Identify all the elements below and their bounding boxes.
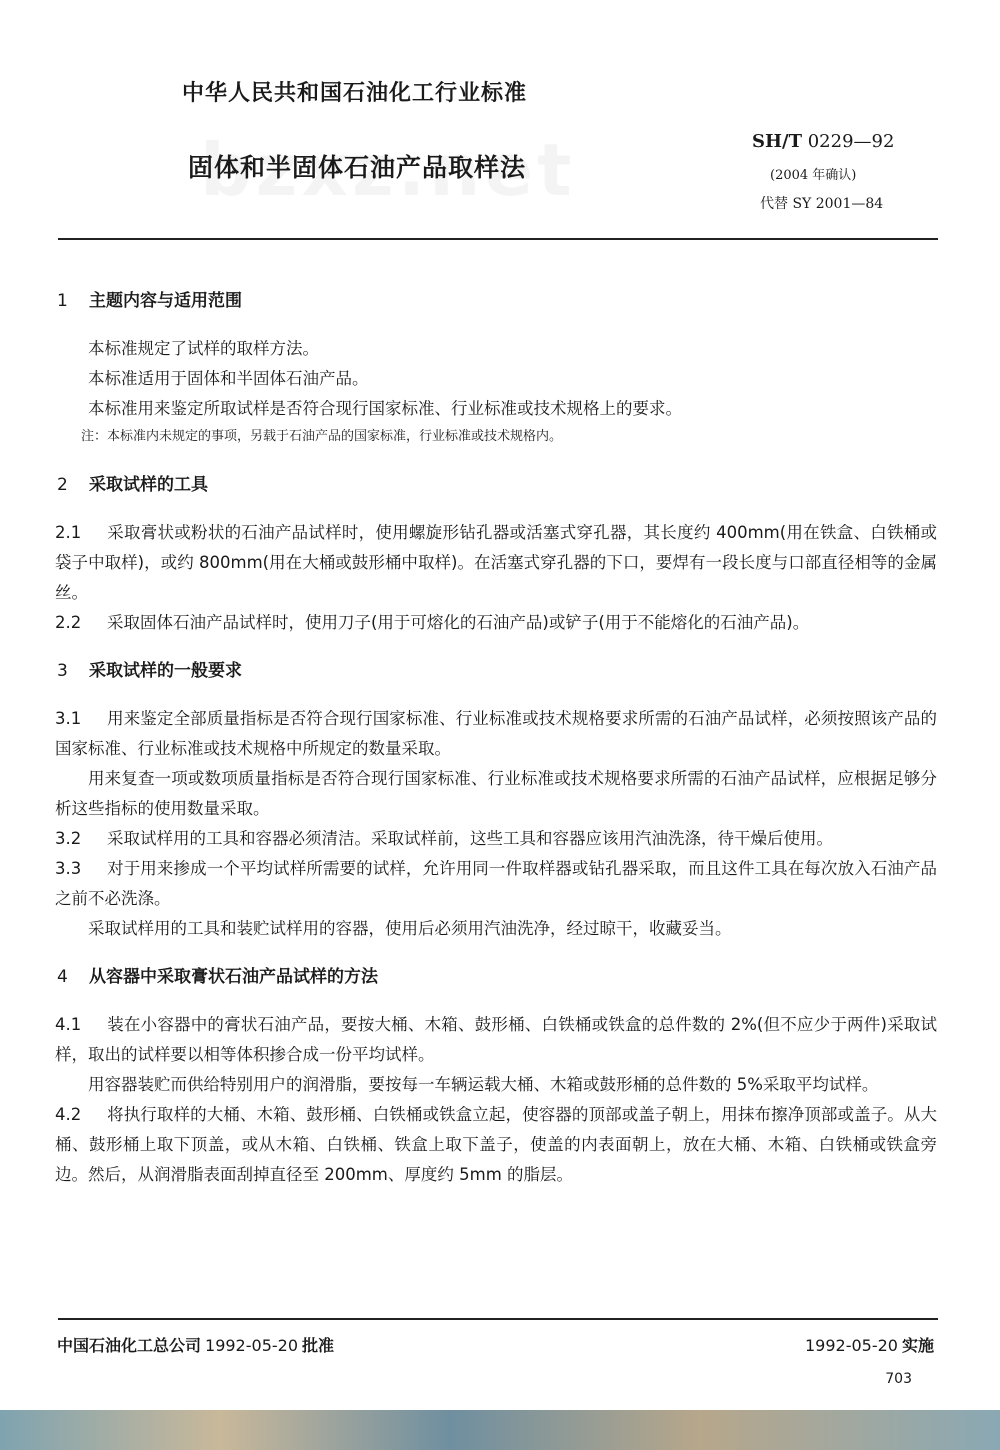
clause-2-2: 2.2 采取固体石油产品试样时，使用刀子(用于可熔化的石油产品)或铲子(用于不能熔化的石油产品)。 <box>55 613 810 632</box>
section-heading-1: 1 主题内容与适用范围 <box>57 291 242 311</box>
paragraph: 用容器装贮而供给特别用户的润滑脂，要按每一车辆运载大桶、木箱或鼓形桶的总件数的 5%采取平均试样。 <box>88 1075 879 1094</box>
replaces-standard: 代替 SY 2001—84 <box>760 196 884 212</box>
clause-4-2: 4.2 将执行取样的大桶、木箱、鼓形桶、白铁桶或铁盒立起，使容器的顶部或盖子朝上，用抹布擦净顶部或盖子。从大桶、鼓形桶上取下顶盖，或从木箱、白铁桶、铁盒上取下盖子，使盖的内表面朝上，放在大桶、木箱、白铁桶或铁盒旁边。然后，从润滑脂表面刮掉直径至 200mm、厚度约 5mm 的脂层。 <box>55 1105 937 1184</box>
approved-label: 批准 <box>302 1336 335 1355</box>
approved-date: 1992-05-20 <box>205 1336 298 1355</box>
footer-divider <box>58 1318 938 1320</box>
section-heading-3: 3 采取试样的一般要求 <box>57 661 242 681</box>
standard-code-number: 0229—92 <box>807 131 895 152</box>
section-heading-4: 4 从容器中采取膏状石油产品试样的方法 <box>57 967 378 987</box>
clause-3-1: 3.1 用来鉴定全部质量指标是否符合现行国家标准、行业标准或技术规格要求所需的石油产品试样，必须按照该产品的国家标准、行业标准或技术规格中所规定的数量采取。 <box>55 709 937 758</box>
paragraph: 本标准规定了试样的取样方法。 <box>88 339 319 358</box>
clause-3-3: 3.3 对于用来掺成一个平均试样所需要的试样，允许用同一件取样器或钻孔器采取，而且这件工具在每次放入石油产品之前不必洗涤。 <box>55 859 937 908</box>
clause-3-2: 3.2 采取试样用的工具和容器必须清洁。采取试样前，这些工具和容器应该用汽油洗涤，待干燥后使用。 <box>55 829 833 848</box>
effective-date: 1992-05-20 <box>805 1336 898 1355</box>
section-heading-2: 2 采取试样的工具 <box>57 475 208 495</box>
effective-label: 实施 <box>901 1336 934 1355</box>
note: 注：本标准内未规定的事项，另载于石油产品的国家标准，行业标准或技术规格内。 <box>81 429 563 444</box>
paragraph: 采取试样用的工具和装贮试样用的容器，使用后必须用汽油洗净，经过晾干，收藏妥当。 <box>88 919 732 938</box>
paragraph: 本标准用来鉴定所取试样是否符合现行国家标准、行业标准或技术规格上的要求。 <box>88 399 682 418</box>
standard-organization: 中华人民共和国石油化工行业标准 <box>182 81 528 106</box>
header-divider <box>58 238 938 240</box>
background-strip <box>0 1410 1000 1450</box>
clause-2-1: 2.1 采取膏状或粉状的石油产品试样时，使用螺旋形钻孔器或活塞式穿孔器，其长度约 400mm(用在铁盒、白铁桶或袋子中取样)，或约 800mm(用在大桶或鼓形桶中取样)。在活塞式穿孔器的下口，要焊有一段长度与口部直径相等的金属丝。 <box>55 523 937 602</box>
effective-info <box>805 1333 934 1356</box>
paragraph: 用来复查一项或数项质量指标是否符合现行国家标准、行业标准或技术规格要求所需的石油产品试样，应根据足够分析这些指标的使用数量采取。 <box>55 769 937 818</box>
page-number: 703 <box>885 1371 912 1387</box>
clause-4-1: 4.1 装在小容器中的膏状石油产品，要按大桶、木箱、鼓形桶、白铁桶或铁盒的总件数的 2%(但不应少于两件)采取试样，取出的试样要以相等体积掺合成一份平均试样。 <box>55 1015 937 1064</box>
issuer: 中国石油化工总公司 <box>57 1336 202 1355</box>
standard-code-prefix: SH/T <box>752 131 802 152</box>
paragraph: 本标准适用于固体和半固体石油产品。 <box>88 369 369 388</box>
standard-code <box>752 131 894 152</box>
document-body <box>55 286 937 1190</box>
confirmation-year: (2004 年确认) <box>770 168 857 183</box>
approval-info <box>57 1333 334 1356</box>
document-title: 固体和半固体石油产品取样法 <box>188 153 527 182</box>
